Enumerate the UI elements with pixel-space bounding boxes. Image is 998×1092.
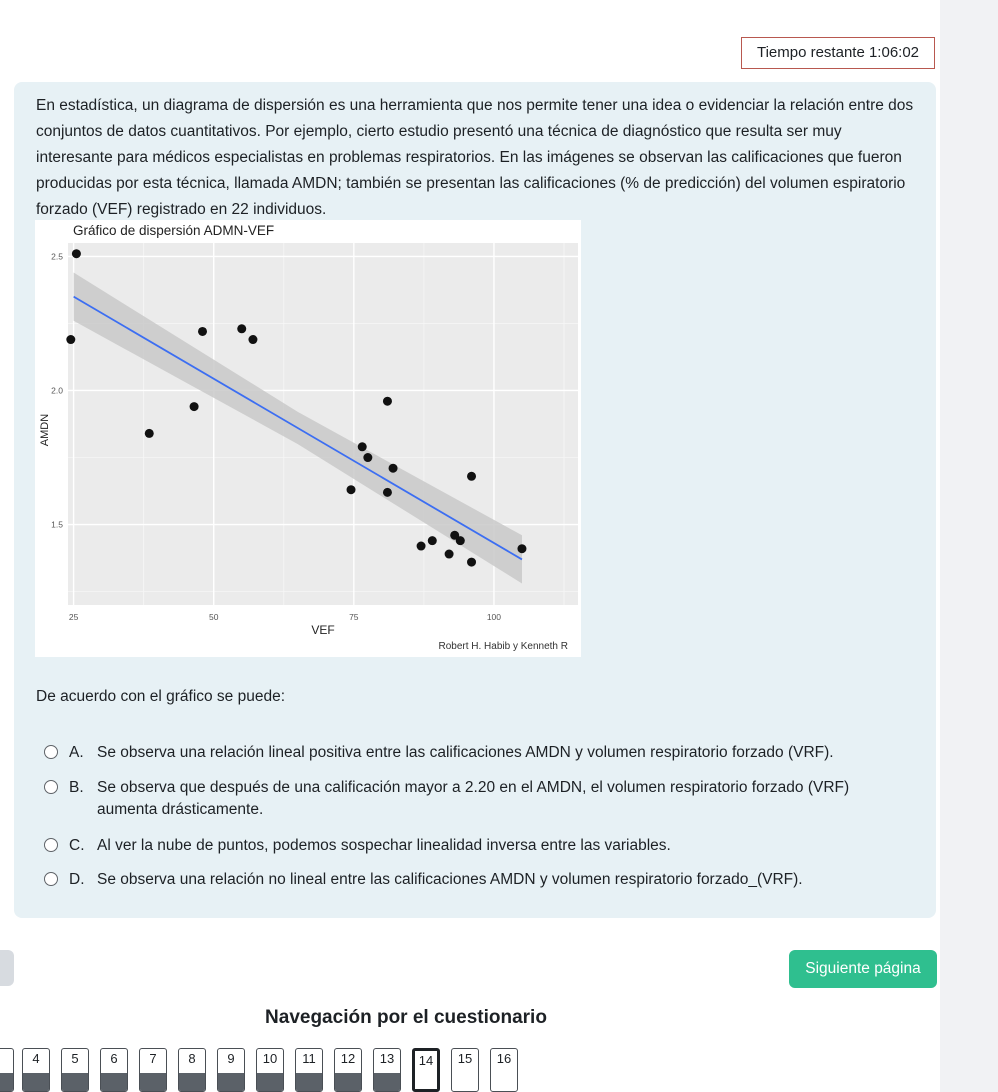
option-d-text: Se observa una relación no lineal entre las calificaciones AMDN y volumen respiratorio forzado_(VRF). xyxy=(97,871,803,888)
nav-item-answered-fill xyxy=(23,1073,49,1091)
question-prompt: De acuerdo con el gráfico se puede: xyxy=(36,688,286,705)
y-tick-label: 2.0 xyxy=(51,385,63,396)
nav-item-13[interactable] xyxy=(373,1048,401,1092)
nav-item-number: 5 xyxy=(71,1051,79,1066)
question-text: En estadística, un diagrama de dispersión es una herramienta que nos permite tener una idea o evidenciar la relación entre dos conjuntos de datos cuantitativos. Por ejemplo, cierto estudio presentó una técnica de diagnóstico que resulta ser muy interesante para médicos especialistas en problemas respiratorios. En las imágenes se observan las calificaciones que fueron producidas por esta técnica, llamada AMDN; también se presentan las calificaciones (% de predicción) del volumen espiratorio forzado (VEF) registrado en 22 individuos. xyxy=(36,97,914,218)
scatter-point xyxy=(248,335,257,344)
nav-item-4[interactable] xyxy=(22,1048,50,1092)
timer-label: Tiempo restante 1:06:02 xyxy=(756,44,920,61)
scatter-point xyxy=(456,536,465,545)
nav-item-answered-fill xyxy=(296,1073,322,1091)
nav-item-12[interactable] xyxy=(334,1048,362,1092)
scatter-point xyxy=(467,558,476,567)
nav-item-number: 13 xyxy=(379,1051,395,1066)
option-d-letter: D. xyxy=(69,871,85,888)
scatter-point xyxy=(428,536,437,545)
nav-item-answered-fill xyxy=(101,1073,127,1091)
nav-item-number: 15 xyxy=(457,1051,473,1066)
nav-item-number: 9 xyxy=(227,1051,235,1066)
y-tick-label: 1.5 xyxy=(51,519,63,530)
previous-page-button[interactable] xyxy=(0,950,14,986)
nav-item-number: 11 xyxy=(302,1051,316,1066)
nav-item-14[interactable] xyxy=(412,1048,440,1092)
nav-item-16[interactable] xyxy=(490,1048,518,1092)
scatter-point xyxy=(358,442,367,451)
radio-c[interactable] xyxy=(44,838,58,852)
nav-item-number: 6 xyxy=(110,1051,118,1066)
nav-item-answered-fill xyxy=(179,1073,205,1091)
option-b-letter: B. xyxy=(69,779,84,796)
nav-item-answered-fill xyxy=(140,1073,166,1091)
x-tick-label: 75 xyxy=(349,612,359,622)
radio-a[interactable] xyxy=(44,745,58,759)
nav-item-partial[interactable] xyxy=(0,1048,14,1092)
option-b[interactable] xyxy=(44,777,897,821)
nav-item-answered-fill xyxy=(62,1073,88,1091)
nav-item-answered-fill xyxy=(335,1073,361,1091)
scatter-point xyxy=(389,464,398,473)
nav-item-10[interactable] xyxy=(256,1048,284,1092)
chart-caption: Robert H. Habib y Kenneth R xyxy=(438,641,568,652)
y-axis-label: AMDN xyxy=(39,413,51,447)
scatter-point xyxy=(467,472,476,481)
timer xyxy=(741,37,935,69)
scatter-chart xyxy=(35,220,581,657)
nav-item-number: 4 xyxy=(32,1051,40,1066)
x-tick-label: 50 xyxy=(208,612,219,622)
next-page-button[interactable]: Siguiente página xyxy=(789,950,937,988)
scatter-point xyxy=(190,402,199,411)
option-b-text: Se observa que después de una calificación mayor a 2.20 en el AMDN, el volumen respiratorio forzado (VRF) aumenta drásticamente. xyxy=(97,779,850,818)
right-gutter xyxy=(940,0,998,1092)
nav-item-9[interactable] xyxy=(217,1048,245,1092)
chart-svg xyxy=(35,220,581,657)
x-axis-label: VEF xyxy=(311,623,335,637)
nav-item-8[interactable] xyxy=(178,1048,206,1092)
scatter-point xyxy=(383,397,392,406)
option-d[interactable] xyxy=(44,869,897,891)
scatter-point xyxy=(517,544,526,553)
nav-item-number: 14 xyxy=(418,1053,434,1068)
nav-item-7[interactable] xyxy=(139,1048,167,1092)
scatter-point xyxy=(66,335,75,344)
quiz-navigation xyxy=(0,1042,540,1092)
radio-d[interactable] xyxy=(44,872,58,886)
option-a-letter: A. xyxy=(69,744,84,761)
nav-item-answered-fill xyxy=(218,1073,244,1091)
scatter-point xyxy=(72,249,81,258)
scatter-point xyxy=(417,542,426,551)
scatter-point xyxy=(383,488,392,497)
quiz-navigation-title: Navegación por el cuestionario xyxy=(265,1007,547,1028)
scatter-point xyxy=(445,550,454,559)
x-tick-label: 25 xyxy=(68,612,79,622)
scatter-point xyxy=(363,453,372,462)
chart-title: Gráfico de dispersión ADMN-VEF xyxy=(73,223,275,238)
option-c-text: Al ver la nube de puntos, podemos sospechar linealidad inversa entre las variables. xyxy=(97,837,671,854)
scatter-point xyxy=(237,324,246,333)
scatter-point xyxy=(145,429,154,438)
option-a[interactable] xyxy=(44,742,897,764)
nav-item-6[interactable] xyxy=(100,1048,128,1092)
nav-item-15[interactable] xyxy=(451,1048,479,1092)
nav-item-number: 16 xyxy=(496,1051,512,1066)
option-a-text: Se observa una relación lineal positiva entre las calificaciones AMDN y volumen respiratorio forzado (VRF). xyxy=(97,744,834,761)
nav-item-number: 10 xyxy=(262,1051,278,1066)
y-tick-label: 2.5 xyxy=(51,251,63,262)
nav-item-number: 7 xyxy=(149,1051,157,1066)
nav-item-answered-fill xyxy=(257,1073,283,1091)
nav-item-answered-fill xyxy=(374,1073,400,1091)
scatter-point xyxy=(347,485,356,494)
option-c[interactable] xyxy=(44,835,897,857)
nav-item-number: 12 xyxy=(340,1051,356,1066)
nav-item-number: 8 xyxy=(188,1051,196,1066)
nav-item-5[interactable] xyxy=(61,1048,89,1092)
option-c-letter: C. xyxy=(69,837,85,854)
radio-b[interactable] xyxy=(44,780,58,794)
x-tick-label: 100 xyxy=(486,612,502,622)
nav-item-11[interactable] xyxy=(295,1048,323,1092)
scatter-point xyxy=(198,327,207,336)
